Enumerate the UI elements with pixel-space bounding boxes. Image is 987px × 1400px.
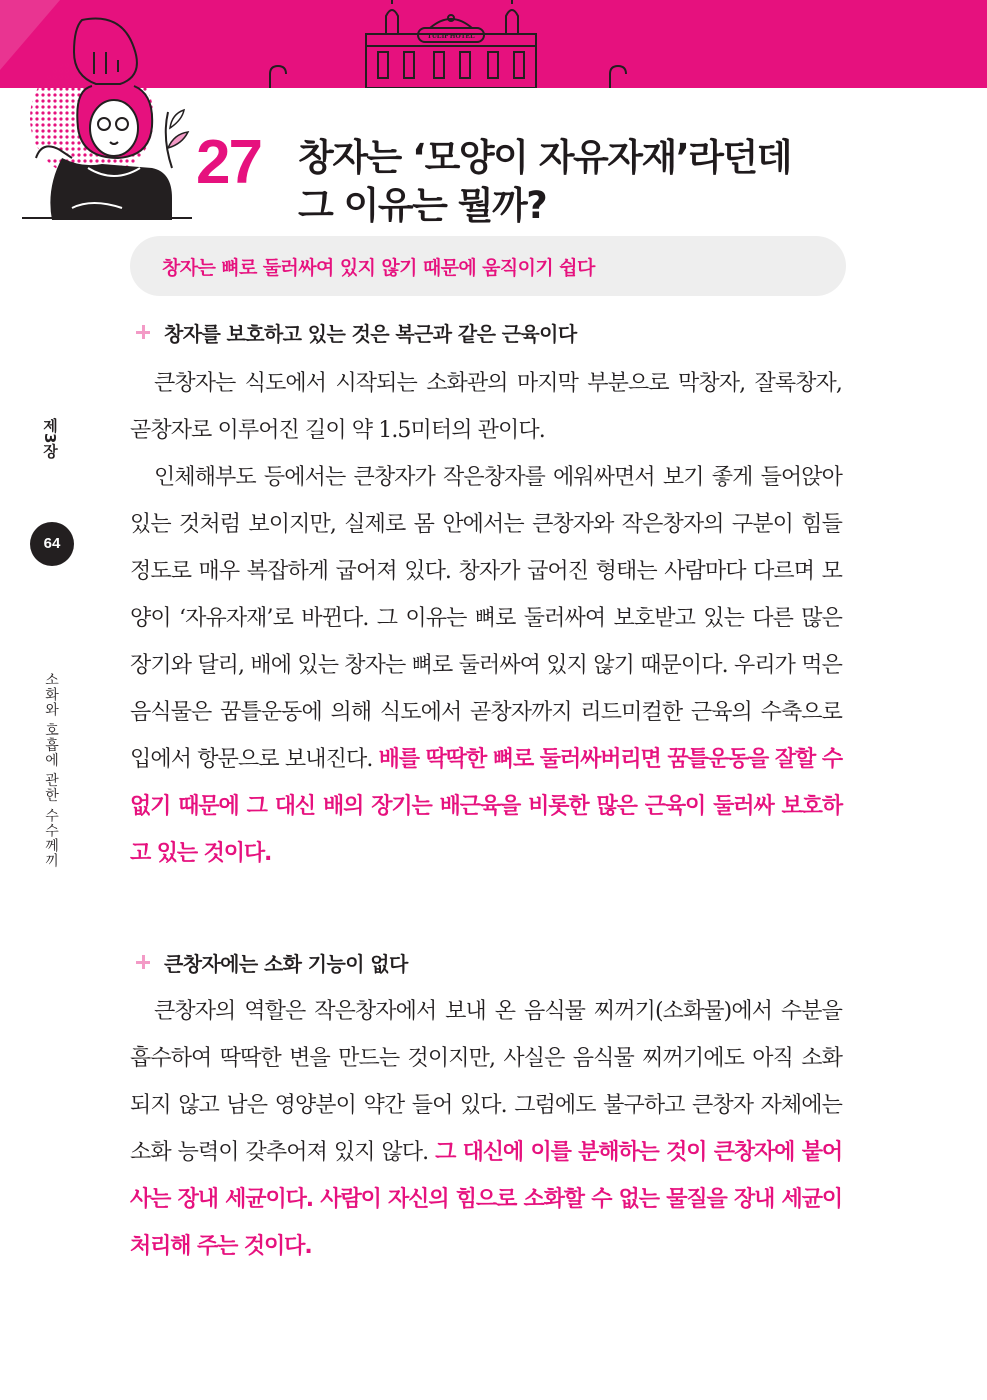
paragraph: [130, 454, 842, 877]
plus-icon: [136, 955, 150, 969]
section-heading: [130, 944, 842, 980]
title-line-2: 그 이유는 뭘까?: [298, 184, 547, 227]
page-title: [298, 134, 918, 230]
side-chapter-label: 제3장: [41, 418, 59, 459]
summary-box: [130, 236, 846, 296]
section-2: [130, 944, 842, 1270]
section-heading-text: 큰창자에는 소화 기능이 없다: [164, 951, 408, 976]
section-1: [130, 314, 842, 877]
chapter-number: 27: [196, 128, 261, 197]
title-line-1: 창자는 ‘모양이 자유자재’라던데: [298, 136, 792, 179]
summary-text: 창자는 뼈로 둘러싸여 있지 않기 때문에 움직이기 쉽다: [162, 257, 595, 279]
section-heading-text: 창자를 보호하고 있는 것은 복근과 같은 근육이다: [164, 321, 577, 346]
plus-icon: [136, 325, 150, 339]
side-book-title: 소화와 호흡에 관한 수수께끼: [43, 672, 59, 869]
paragraph-text: 큰창자의 역할은 작은창자에서 보내 온 음식물 찌꺼기(소화물)에서 수분을 흡수하여 딱딱한 변을 만드는 것이지만, 사실은 음식물 찌꺼기에도 아직 소화되지 않고 남은 영양분이 약간 들어 있다. 그럼에도 불구하고 큰창자 자체에는 소화 능력이 갖추어져 있지 않다.: [130, 999, 842, 1165]
page-number-badge: 64: [30, 522, 74, 566]
paragraph-text: 인체해부도 등에서는 큰창자가 작은창자를 에워싸면서 보기 좋게 들어앉아 있는 것처럼 보이지만, 실제로 몸 안에서는 큰창자와 작은창자의 구분이 힘들 정도로 매우 복잡하게 굽어져 있다. 창자가 굽어진 형태는 사람마다 다르며 모양이 ‘자유자재’로 바뀐다. 그 이유는 뼈로 둘러싸여 보호받고 있는 다른 많은 장기와 달리, 배에 있는 창자는 뼈로 둘러싸여 있지 않기 때문이다. 우리가 먹은 음식물은 꿈틀운동에 의해 식도에서 곧창자까지 리드미컬한 근육의 수축으로 입에서 항문으로 보내진다.: [130, 465, 842, 772]
hotel-sign: TULIP HOTEL: [427, 32, 475, 40]
highlight-text: 그 대신에 이를 분해하는 것이 큰창자에 붙어 사는 장내 세균이다. 사람이 자신의 힘으로 소화할 수 없는 물질을 장내 세균이 처리해 주는 것이다.: [130, 1140, 842, 1259]
paragraph: [130, 988, 842, 1270]
section-heading: [130, 314, 842, 350]
highlight-text: 배를 딱딱한 뼈로 둘러싸버리면 꿈틀운동을 잘할 수 없기 때문에 그 대신 배의 장기는 배근육을 비롯한 많은 근육이 둘러싸 보호하고 있는 것이다.: [130, 747, 842, 866]
girl-illustration: [22, 8, 197, 220]
paragraph-text: 큰창자는 식도에서 시작되는 소화관의 마지막 부분으로 막창자, 잘록창자, 곧창자로 이루어진 길이 약 1.5미터의 관이다.: [130, 371, 842, 443]
paragraph: [130, 360, 842, 454]
